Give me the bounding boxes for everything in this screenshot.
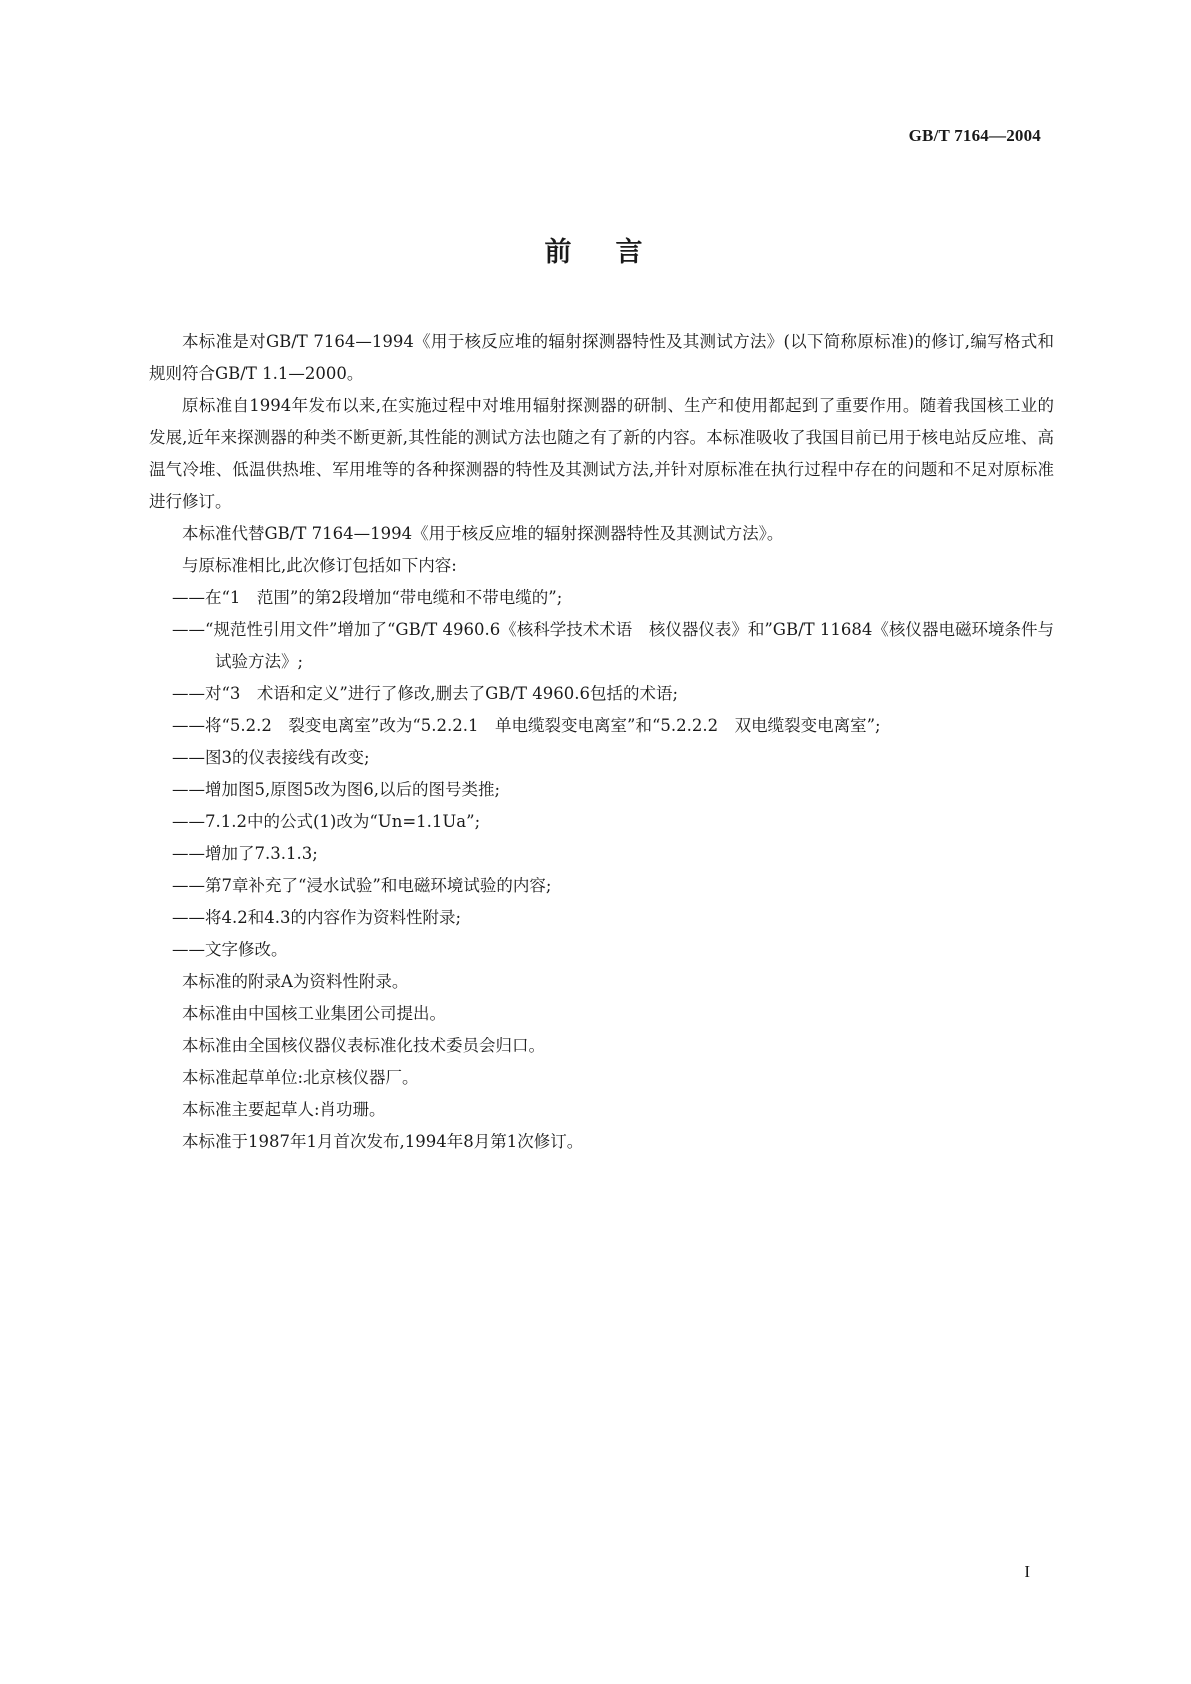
change-item: ——“规范性引用文件”增加了“GB/T 4960.6《核科学技术术语 核仪器仪表》和”GB/T 11684《核仪器电磁环境条件与试验方法》; (172, 620, 1054, 671)
change-item: ——将“5.2.2 裂变电离室”改为“5.2.2.1 单电缆裂变电离室”和“5.2.2.2 双电缆裂变电离室”; (172, 716, 881, 735)
closing-committee: 本标准由全国核仪器仪表标准化技术委员会归口。 (182, 1036, 545, 1055)
standard-code: GB/T 7164—2004 (908, 126, 1041, 145)
closing-history: 本标准于1987年1月首次发布,1994年8月第1次修订。 (182, 1132, 584, 1151)
foreword-body (149, 326, 1054, 1158)
closing-annex: 本标准的附录A为资料性附录。 (182, 972, 409, 991)
paragraph-intro: 本标准是对GB/T 7164—1994《用于核反应堆的辐射探测器特性及其测试方法》(以下简称原标准)的修订,编写格式和规则符合GB/T 1.1—2000。 (149, 332, 1054, 383)
change-item: ——第7章补充了“浸水试验”和电磁环境试验的内容; (172, 876, 552, 895)
page-title: 前言 (544, 237, 687, 268)
closing-drafting-unit: 本标准起草单位:北京核仪器厂。 (182, 1068, 419, 1087)
paragraph-replaces: 本标准代替GB/T 7164—1994《用于核反应堆的辐射探测器特性及其测试方法》。 (182, 524, 784, 543)
change-item: ——7.1.2中的公式(1)改为“Un=1.1Ua”; (172, 812, 481, 831)
change-item: ——对“3 术语和定义”进行了修改,删去了GB/T 4960.6包括的术语; (172, 684, 679, 703)
change-item: ——增加图5,原图5改为图6,以后的图号类推; (172, 780, 501, 799)
change-item: ——图3的仪表接线有改变; (172, 748, 370, 767)
change-item: ——将4.2和4.3的内容作为资料性附录; (172, 908, 462, 927)
closing-drafter: 本标准主要起草人:肖功珊。 (182, 1100, 386, 1119)
paragraph-background: 原标准自1994年发布以来,在实施过程中对堆用辐射探测器的研制、生产和使用都起到了重要作用。随着我国核工业的发展,近年来探测器的种类不断更新,其性能的测试方法也随之有了新的内容。本标准吸收了我国目前已用于核电站反应堆、高温气冷堆、低温供热堆、军用堆等的各种探测器的特性及其测试方法,并针对原标准在执行过程中存在的问题和不足对原标准进行修订。 (149, 396, 1054, 511)
change-item: ——在“1 范围”的第2段增加“带电缆和不带电缆的”; (172, 588, 563, 607)
closing-proposer: 本标准由中国核工业集团公司提出。 (182, 1004, 446, 1023)
page-number: I (1024, 1562, 1030, 1581)
change-item: ——增加了7.3.1.3; (172, 844, 318, 863)
change-item: ——文字修改。 (172, 940, 288, 959)
paragraph-changes-intro: 与原标准相比,此次修订包括如下内容: (182, 556, 457, 575)
